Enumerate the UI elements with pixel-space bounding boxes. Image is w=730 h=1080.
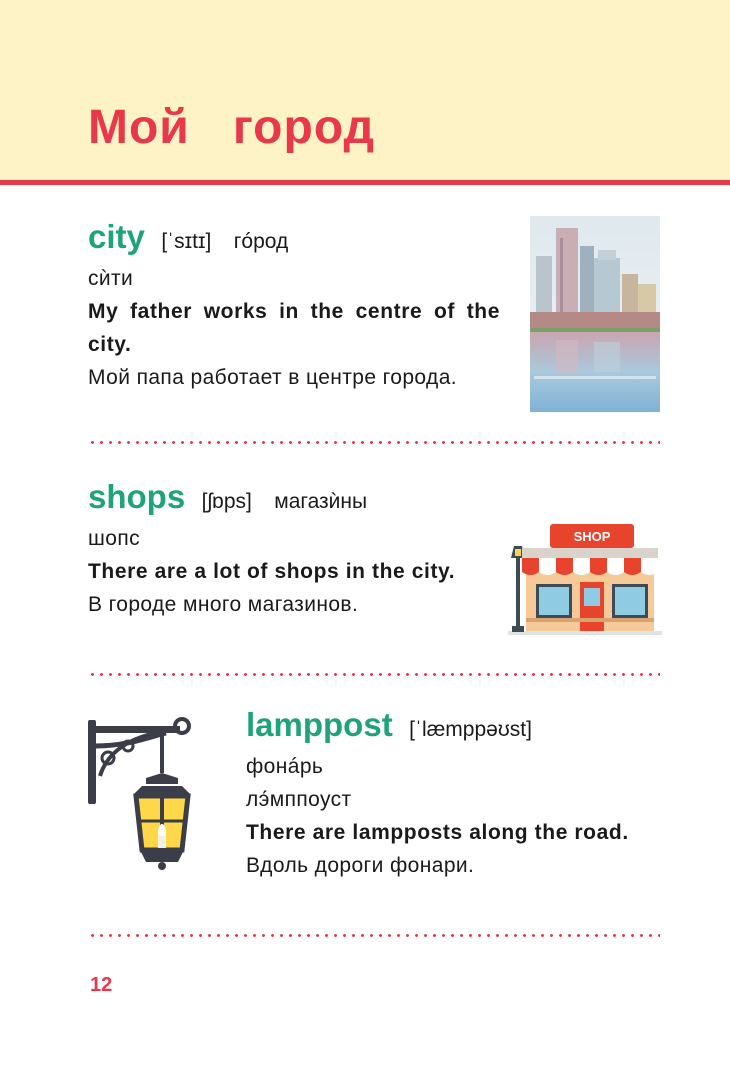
entry-example-ru: В городе много магазинов. — [88, 593, 359, 616]
city-painting — [530, 216, 660, 412]
entry-example-ru: Вдоль дороги фонари. — [246, 854, 475, 877]
entry-translation: гóрод — [233, 230, 289, 253]
entry-example-ru: Мой папа работает в центре города. — [88, 366, 458, 389]
entry-transcription: [ˈlæmppəʊst] — [409, 718, 532, 741]
dotted-divider — [88, 441, 660, 444]
entry-city — [88, 218, 500, 394]
entry-transcription: [ˈsɪtɪ] — [161, 230, 212, 253]
shop-building-icon — [508, 518, 662, 636]
page-title: Мой город — [88, 101, 375, 154]
entry-shops — [88, 478, 500, 621]
entry-transcription: [ʃɒps] — [201, 490, 252, 513]
entry-head — [246, 706, 658, 750]
entry-example-en: There are lampposts along the road. — [246, 821, 629, 844]
page-number: 12 — [90, 974, 113, 996]
entry-word: shops — [88, 478, 186, 515]
entry-pronunciation: шопс — [88, 527, 140, 550]
entry-pronunciation: сѝти — [88, 267, 134, 290]
lamppost-icon — [86, 716, 218, 872]
shop-sign-text: SHOP — [573, 529, 611, 544]
entry-translation: магазѝны — [274, 490, 368, 513]
entry-translation: фонáрь — [246, 755, 324, 778]
dotted-divider — [88, 673, 660, 676]
entry-head — [88, 218, 500, 262]
entry-word: lamppost — [246, 706, 393, 743]
entry-pronunciation: лэ́мппоуст — [246, 788, 352, 811]
entry-head — [88, 478, 500, 522]
entry-lamppost — [246, 706, 658, 882]
entry-example-en: There are a lot of shops in the city. — [88, 560, 456, 583]
header-divider — [0, 180, 730, 185]
entry-example-en: My father works in the centre of the city. — [88, 300, 500, 356]
dotted-divider — [88, 934, 660, 937]
entry-word: city — [88, 218, 145, 255]
